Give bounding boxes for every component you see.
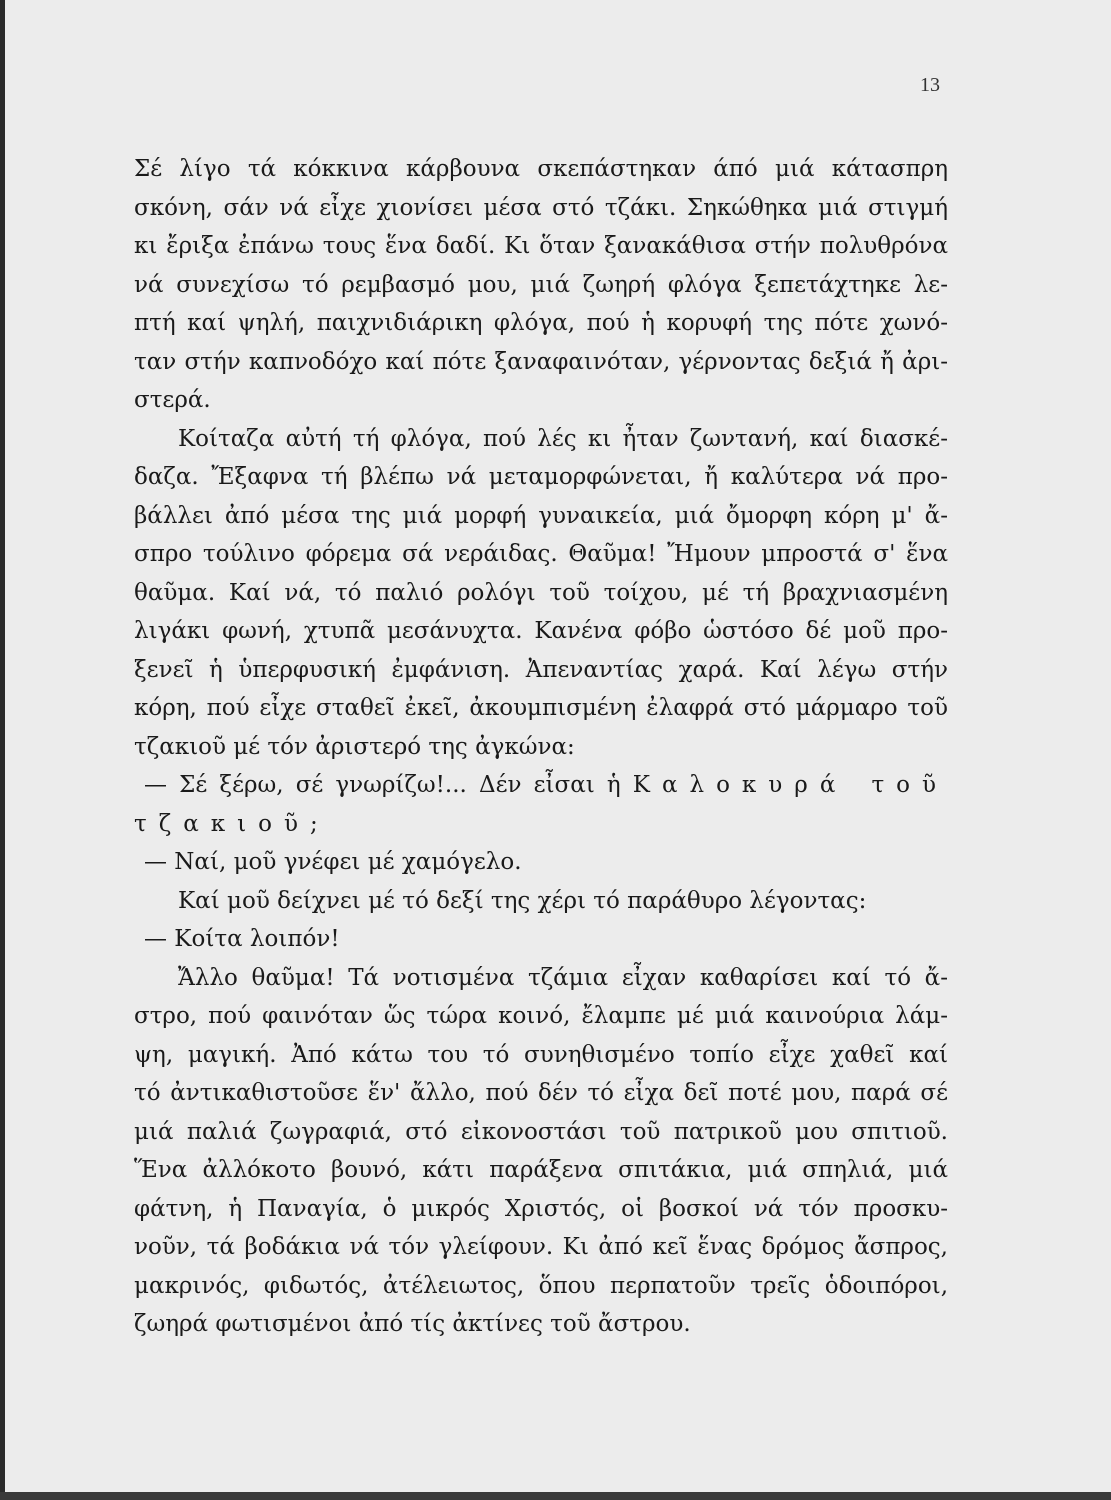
text-line: κι ἔριξα ἐπάνω τους ἕνα δαδί. Κι ὅταν ξανακάθισα στήν πολυθρόνα: [134, 233, 948, 259]
text-line: ζωηρά φωτισμένοι ἀπό τίς ἀκτίνες τοῦ ἄστρου.: [134, 1311, 691, 1337]
dialogue-line: — Ναί, μοῦ γνέφει μέ χαμόγελο.: [144, 849, 522, 875]
spaced-text-line: τζακιοῦ;: [134, 810, 330, 837]
text-line: σκόνη, σάν νά εἶχε χιονίσει μέσα στό τζάκι. Σηκώθηκα μιά στιγμή: [134, 194, 948, 221]
text-line: σπρο τούλινο φόρεμα σά νεράιδας. Θαῦμα! Ἤμουν μπροστά σ' ἕνα: [134, 541, 948, 567]
text-line: τζακιοῦ μέ τόν ἀριστερό της ἀγκώνα:: [134, 733, 575, 760]
text-line: νά συνεχίσω τό ρεμβασμό μου, μιά ζωηρή φλόγα ξεπετάχτηκε λε-: [134, 271, 948, 298]
scan-edge-bottom: [0, 1492, 1111, 1500]
page-number: 13: [920, 74, 940, 96]
text-line: πτή καί ψηλή, παιχνιδιάρικη φλόγα, πού ἡ κορυφή της πότε χωνό-: [134, 310, 948, 336]
text-line: στρο, πού φαινόταν ὥς τώρα κοινό, ἔλαμπε μέ μιά καινούρια λάμ-: [134, 1003, 948, 1029]
text-line: στερά.: [134, 387, 211, 413]
text-line: μακρινός, φιδωτός, ἀτέλειωτος, ὅπου περπατοῦν τρεῖς ὁδοιπόροι,: [134, 1272, 948, 1299]
text-line: δαζα. Ἔξαφνα τή βλέπω νά μεταμορφώνεται, ἤ καλύτερα νά προ-: [134, 464, 948, 490]
body-text: [134, 150, 948, 1344]
text-line: θαῦμα. Καί νά, τό παλιό ρολόγι τοῦ τοίχου, μέ τή βραχνιασμένη: [134, 579, 948, 606]
scan-edge-left: [0, 0, 5, 1500]
text-line: ξενεῖ ἡ ὑπερφυσική ἐμφάνιση. Ἀπεναντίας χαρά. Καί λέγω στήν: [134, 656, 948, 683]
text-line: νοῦν, τά βοδάκια νά τόν γλείφουν. Κι ἀπό κεῖ ἕνας δρόμος ἄσπρος,: [134, 1234, 948, 1260]
text-line: ψη, μαγική. Ἀπό κάτω του τό συνηθισμένο τοπίο εἶχε χαθεῖ καί: [134, 1041, 948, 1068]
text-line: Κοίταζα αὐτή τή φλόγα, πού λές κι ἦταν ζωντανή, καί διασκέ-: [178, 425, 948, 452]
text-line: Καί μοῦ δείχνει μέ τό δεξί της χέρι τό παράθυρο λέγοντας:: [178, 887, 867, 914]
text-line: Ἄλλο θαῦμα! Τά νοτισμένα τζάμια εἶχαν καθαρίσει καί τό ἄ-: [178, 964, 948, 991]
text-line: μιά παλιά ζωγραφιά, στό εἰκονοστάσι τοῦ πατρικοῦ μου σπιτιοῦ.: [134, 1118, 948, 1145]
spaced-text: Καλοκυρά τοῦ: [632, 772, 949, 798]
text-line: Ἕνα ἀλλόκοτο βουνό, κάτι παράξενα σπιτάκια, μιά σπηλιά, μιά: [134, 1157, 948, 1183]
text-line: βάλλει ἀπό μέσα της μιά μορφή γυναικεία, μιά ὄμορφη κόρη μ' ἄ-: [134, 502, 948, 529]
dialogue-line: [134, 766, 948, 805]
text-line: λιγάκι φωνή, χτυπᾶ μεσάνυχτα. Κανένα φόβο ὡστόσο δέ μοῦ προ-: [134, 618, 948, 644]
dialogue-text: — Σέ ξέρω, σέ γνωρίζω!... Δέν εἶσαι ἡ: [144, 772, 621, 798]
dialogue-line: — Κοίτα λοιπόν!: [144, 926, 340, 952]
text-line: ταν στήν καπνοδόχο καί πότε ξαναφαινόταν, γέρνοντας δεξιά ἤ ἀρι-: [134, 348, 948, 375]
text-line: τό ἀντικαθιστοῦσε ἕν' ἄλλο, πού δέν τό εἶχα δεῖ ποτέ μου, παρά σέ: [134, 1080, 948, 1106]
text-line: Σέ λίγο τά κόκκινα κάρβουνα σκεπάστηκαν άπό μιά κάτασπρη: [134, 156, 948, 182]
text-line: κόρη, πού εἶχε σταθεῖ ἐκεῖ, ἀκουμπισμένη ἐλαφρά στό μάρμαρο τοῦ: [134, 695, 948, 721]
text-line: φάτνη, ἡ Παναγία, ὁ μικρός Χριστός, οἱ βοσκοί νά τόν προσκυ-: [134, 1195, 948, 1222]
